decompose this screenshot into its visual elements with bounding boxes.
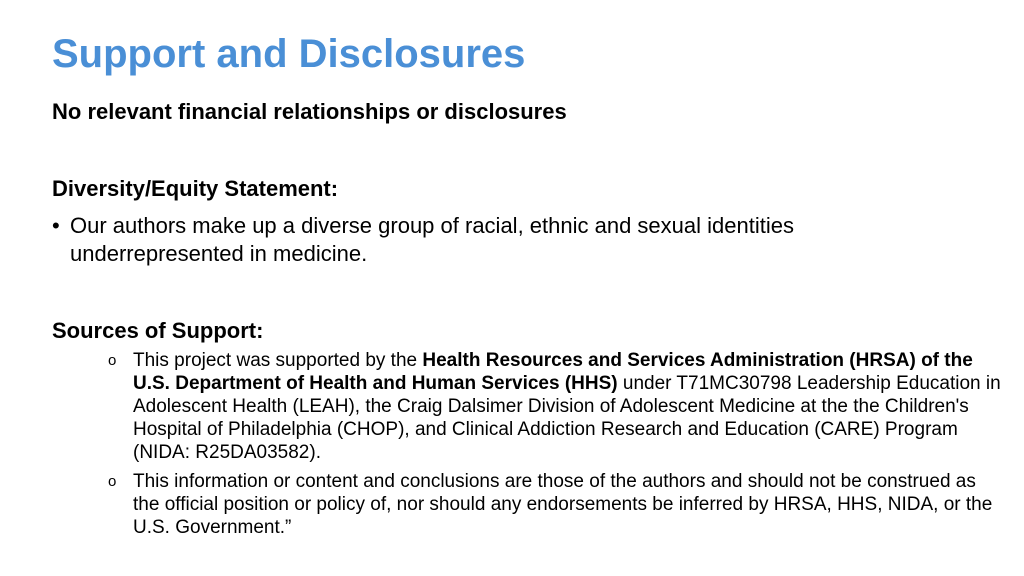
sources-item-disclaimer	[108, 470, 1003, 539]
slide-title: Support and Disclosures	[52, 32, 526, 76]
funding-text-post: under T71MC30798 Leadership Education in Adolescent Health (LEAH), the Craig Dalsimer Division of Adolescent Medicine at the the Children's Hospital of Philadelphia (CHOP), and Clinical Addiction Research and Education (CARE) Program (NIDA: R25DA03582).	[133, 373, 1001, 463]
funding-text-agency: Health Resources and Services Administration (HRSA) of the U.S. Department of Health and Human Services (HHS)	[133, 350, 973, 394]
sources-list	[108, 349, 1003, 545]
disclosure-statement: No relevant financial relationships or disclosures	[52, 99, 567, 124]
sub-bullet-marker: o	[108, 473, 117, 490]
bullet-marker: •	[52, 213, 60, 238]
sub-bullet-marker: o	[108, 352, 117, 369]
diversity-bullet-text: Our authors make up a diverse group of racial, ethnic and sexual identities underrepresented in medicine.	[70, 213, 794, 266]
funding-text-pre: This project was supported by the	[133, 350, 423, 371]
sources-heading: Sources of Support:	[52, 318, 264, 343]
sources-item-funding	[108, 349, 1003, 464]
diversity-heading: Diversity/Equity Statement:	[52, 176, 339, 201]
diversity-bullet	[52, 212, 952, 268]
disclaimer-text: This information or content and conclusions are those of the authors and should not be construed as the official position or policy of, nor should any endorsements be inferred by HRSA, HHS, NIDA, or the U.S. Government.”	[133, 471, 993, 538]
